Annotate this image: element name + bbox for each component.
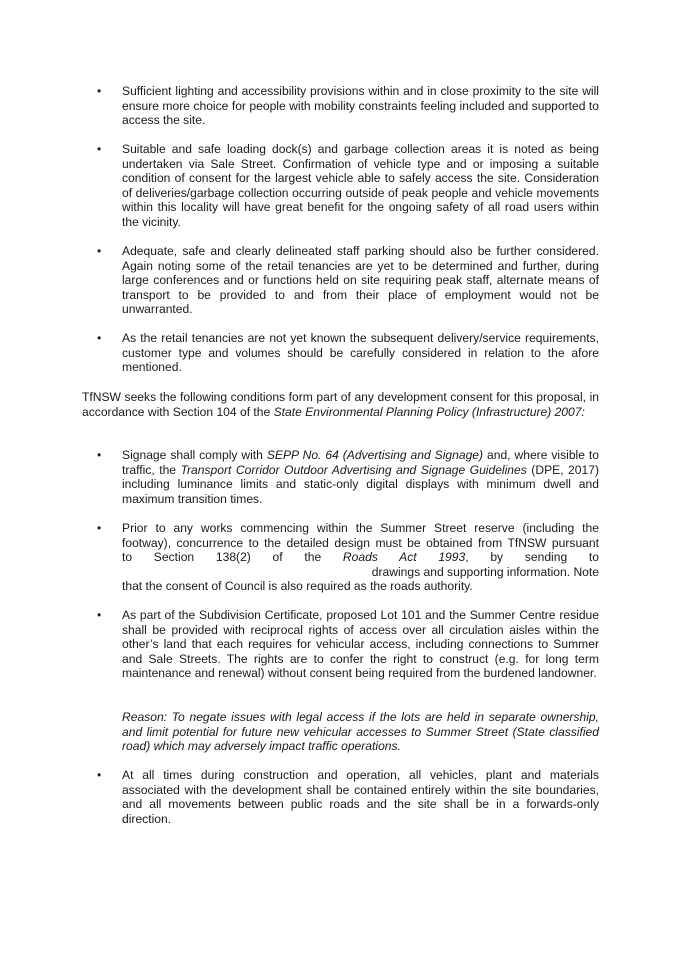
- bullet-icon: •: [97, 244, 102, 258]
- bullet-icon: •: [97, 608, 102, 622]
- bullet-text-staff-parking: Adequate, safe and clearly delineated staff parking should also be further considered. Again noting some of the retail tenancies are yet to be determined and further, during large conferences and or functions held on site requiring peak staff, alternate means of transport to be provided to and from their place of employment would not be unwarranted.: [122, 244, 599, 317]
- bullet-text-retail-tenancies: As the retail tenancies are not yet known the subsequent delivery/service requirements, customer type and volumes should be carefully considered in relation to the afore mentioned.: [122, 331, 599, 375]
- bullet-icon: •: [97, 768, 102, 782]
- bullet-text-loading-dock: Suitable and safe loading dock(s) and garbage collection areas it is noted as being undertaken via Sale Street. Confirmation of vehicle type and or imposing a suitable condition of consent for the largest vehicle able to safely access the site. Consideration of deliveries/garbage collection occurring outside of peak people and vehicle movements within this locality will have great benefit for the ongoing safety of all road users within the vicinity.: [122, 142, 599, 229]
- condition-signage: Signage shall comply with SEPP No. 64 (Advertising and Signage) and, where visible to traffic, the Transport Corridor Outdoor Advertising and Signage Guidelines (DPE, 2017) including luminance limits and static-only digital displays with minimum dwell and maximum transition times.: [122, 448, 599, 506]
- intro-text: TfNSW seeks the following conditions form part of any development consent for this proposal, in accordance with Section 104 of the: [82, 390, 599, 419]
- condition-works: Prior to any works commencing within the Summer Street reserve (including the footway), concurrence to the detailed design must be obtained from TfNSW pursuant to Section 138(2) of the Roads Act 1993, by sending to drawings and supporting information. Note that the consent of Council is also required as the roads authority.: [122, 521, 600, 594]
- condition-movements: At all times during construction and operation, all vehicles, plant and materials associated with the development shall be contained entirely within the site boundaries, and all movements between public roads and the site shall be in a forwards-only direction.: [122, 768, 599, 826]
- bullet-text-lighting: Sufficient lighting and accessibility provisions within and in close proximity to the site will ensure more choice for people with mobility constraints feeling included and supported to access the site.: [122, 84, 599, 128]
- bullet-icon: •: [97, 142, 102, 156]
- condition-subdivision: As part of the Subdivision Certificate, proposed Lot 101 and the Summer Centre residue shall be provided with reciprocal rights of access over all circulation aisles within the other’s land that each requires for vehicular access, including connections to Summer and Sale Streets. The rights are to confer the right to construct (e.g. for long term maintenance and renewal) without consent being required from the burdened landowner.: [122, 608, 599, 681]
- condition-reason: Reason: To negate issues with legal access if the lots are held in separate ownership, and limit potential for future new vehicular accesses to Summer Street (State classified road) which may adversely impact traffic operations.: [122, 710, 599, 754]
- bullet-icon: •: [97, 448, 102, 462]
- intro-policy-title: State Environmental Planning Policy (Infrastructure) 2007:: [273, 404, 585, 419]
- conditions-intro: [82, 390, 599, 419]
- bullet-icon: •: [97, 521, 102, 535]
- bullet-icon: •: [97, 84, 102, 98]
- bullet-icon: •: [97, 331, 102, 345]
